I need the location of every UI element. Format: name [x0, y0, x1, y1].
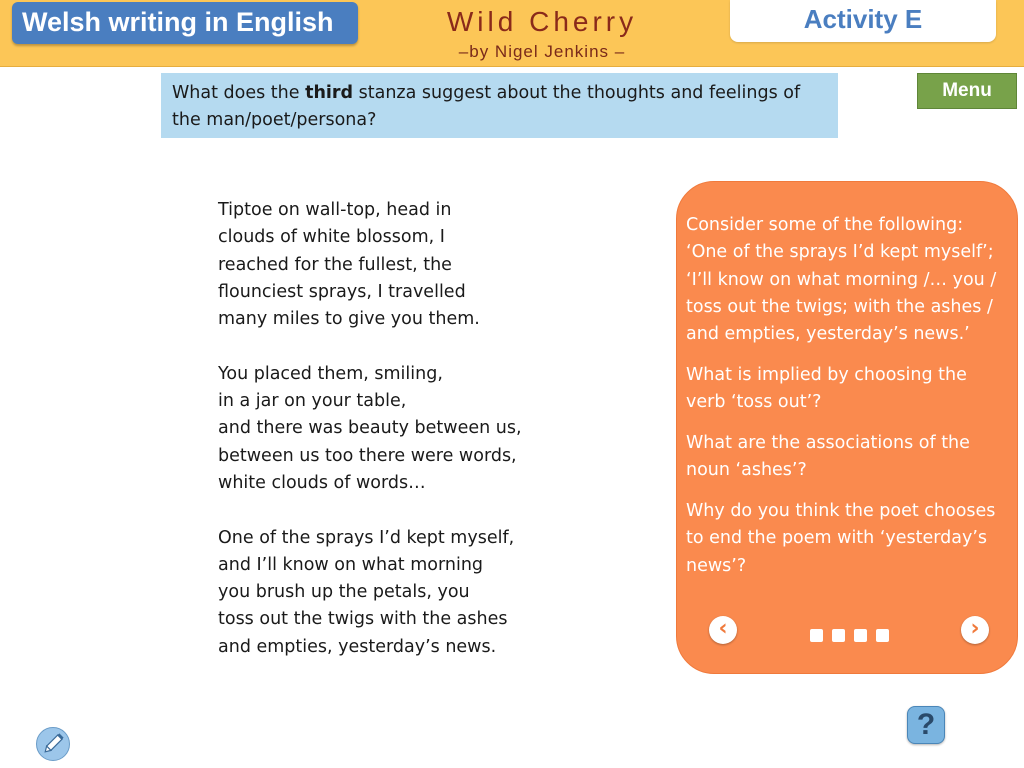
previous-page-button[interactable]: [709, 616, 737, 644]
next-page-button[interactable]: [961, 616, 989, 644]
poem-line: You placed them, smiling,: [218, 363, 443, 384]
menu-button[interactable]: Menu: [917, 73, 1017, 109]
prompt-paragraph: What are the associations of the noun ‘ashes’?: [686, 433, 970, 481]
chevron-right-icon: ›: [970, 616, 980, 641]
series-title: Welsh writing in English: [12, 2, 358, 44]
question-suffix: stanza suggest about the thoughts and feelings of the man/poet/persona?: [172, 83, 801, 130]
page-dot-3[interactable]: [854, 629, 867, 642]
poem-line: between us too there were words,: [218, 445, 517, 466]
chevron-left-icon: ‹: [718, 616, 728, 641]
poem-line: toss out the twigs with the ashes: [218, 609, 508, 630]
pencil-icon: [37, 728, 69, 760]
poem-text: [218, 197, 578, 688]
page-dot-4[interactable]: [876, 629, 889, 642]
poem-line: in a jar on your table,: [218, 391, 407, 412]
prompt-panel: [676, 181, 1018, 674]
poem-line: clouds of white blossom, I: [218, 227, 445, 248]
poem-line: and empties, yesterday’s news.: [218, 636, 497, 657]
prompt-paragraph: Why do you think the poet chooses to end the poem with ‘yesterday’s news’?: [686, 501, 996, 576]
page-dot-2[interactable]: [832, 629, 845, 642]
poem-line: Tiptoe on wall-top, head in: [218, 200, 452, 220]
question-prompt: [161, 73, 838, 138]
page-dot-1[interactable]: [810, 629, 823, 642]
poem-line: One of the sprays I’d kept myself,: [218, 527, 515, 548]
help-button[interactable]: [907, 706, 945, 744]
prompt-paragraph: Consider some of the following: ‘One of the sprays I’d kept myself’; ‘I’ll know on what morning /… you / toss out the twigs; with the ashes / and empties, yesterday’s news.’: [686, 215, 997, 345]
poem-title: Wild Cherry: [446, 6, 638, 37]
question-mark-icon: ?: [916, 708, 936, 741]
poem-line: reached for the fullest, the: [218, 254, 452, 275]
question-emphasis: third: [305, 83, 354, 103]
page-indicator: [810, 629, 889, 643]
poem-line: flounciest sprays, I travelled: [218, 281, 466, 302]
poem-line: and I’ll know on what morning: [218, 554, 484, 575]
activity-label: Activity E: [730, 0, 996, 42]
question-prefix: What does the: [172, 83, 306, 103]
poem-author: –by Nigel Jenkins –: [458, 42, 626, 61]
notes-button[interactable]: [36, 727, 70, 761]
poem-line: white clouds of words…: [218, 472, 426, 493]
poem-line: many miles to give you them.: [218, 309, 480, 330]
prompt-paragraph: What is implied by choosing the verb ‘toss out’?: [686, 364, 967, 413]
poem-line: you brush up the petals, you: [218, 582, 470, 603]
prompt-text: [686, 212, 1006, 594]
header-bar: [0, 0, 1024, 67]
poem-line: and there was beauty between us,: [218, 418, 522, 439]
stanza-3: [218, 525, 578, 661]
stanza-2: [218, 361, 578, 497]
stanza-1: [218, 197, 578, 333]
